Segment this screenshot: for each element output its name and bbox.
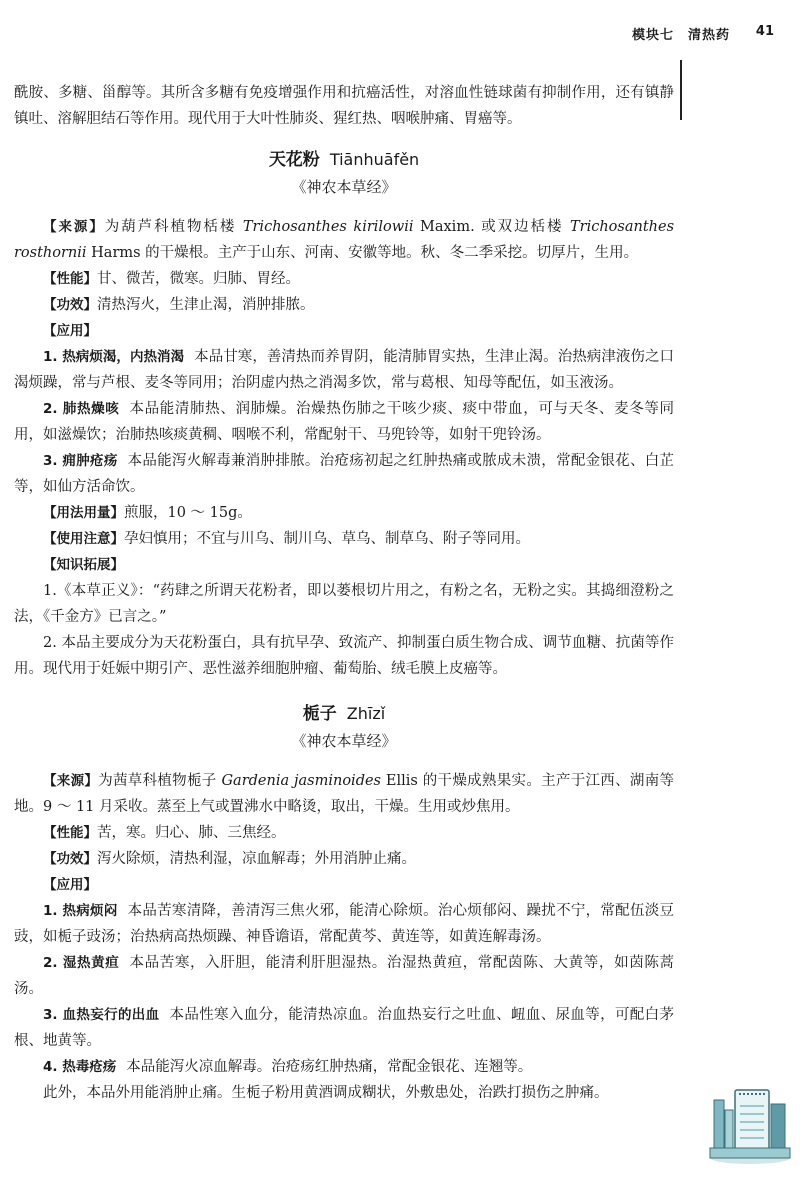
herb-source-book: 《神农本草经》 — [291, 732, 397, 750]
herb-title-zhizi — [14, 700, 674, 728]
text: 泻火除烦，清热利湿，凉血解毒；外用消肿止痛。 — [97, 851, 416, 867]
text: 清热泻火，生津止渴，消肿排脓。 — [97, 297, 315, 313]
page-header — [0, 0, 800, 56]
section-yongfa — [14, 500, 674, 526]
text: 本品性寒入血分，能清热凉血。治血热妄行之吐血、衄血、尿血等，可配白茅根、地黄等。 — [14, 1007, 674, 1049]
page-content — [14, 80, 674, 1106]
herb-name: 天花粉 — [268, 150, 320, 170]
application-title: 4. 热毒疮疡 — [43, 1059, 117, 1075]
text: 本品能泻火凉血解毒。治疮疡红肿热痛，常配金银花、连翘等。 — [126, 1059, 533, 1075]
application-title: 2. 肺热燥咳 — [43, 401, 120, 417]
application-title: 3. 痈肿疮疡 — [43, 453, 118, 469]
text: 煎服，10 ～ 15g。 — [124, 505, 252, 521]
tag-yongfa: 【用法用量】 — [43, 505, 124, 521]
knowledge-item: 1.《本草正义》：“药肆之所谓天花粉者，即以蒌根切片用之，有粉之名，无粉之实。其捣细澄粉之法，《千金方》已言之。” — [14, 583, 674, 625]
section-yingyong — [14, 318, 674, 344]
application-item — [14, 1054, 674, 1080]
text: Maxim. 或双边栝楼 — [413, 219, 570, 235]
tag-xingneng: 【性能】 — [43, 271, 97, 287]
text: 本品苦寒，入肝胆，能清利肝胆湿热。治湿热黄疸，常配茵陈、大黄等，如茵陈蒿汤。 — [14, 955, 674, 997]
section-gongxiao — [14, 846, 674, 872]
text: 本品能清肺热、润肺燥。治燥热伤肺之干咳少痰、痰中带血，可与天冬、麦冬等同用，如滋燥饮；治肺热咳痰黄稠、咽喉不利，常配射干、马兜铃等，如射干兜铃汤。 — [14, 401, 674, 443]
section-laiyuan — [14, 768, 674, 820]
application-item — [14, 396, 674, 448]
application-title: 1. 热病烦渴，内热消渴 — [43, 349, 185, 365]
herb-pinyin: Tiānhuāfěn — [329, 150, 420, 169]
application-item — [14, 950, 674, 1002]
books-icon — [708, 1082, 792, 1166]
margin-rule — [680, 60, 682, 120]
application-title: 3. 血热妄行的出血 — [43, 1007, 160, 1023]
text: 甘、微苦，微寒。归肺、胃经。 — [97, 271, 300, 287]
herb-title-tianhuafen — [14, 146, 674, 174]
tag-gongxiao: 【功效】 — [43, 297, 97, 313]
application-title: 2. 湿热黄疸 — [43, 955, 120, 971]
application-item — [14, 898, 674, 950]
tag-laiyuan: 【来源】 — [43, 773, 99, 789]
tag-yingyong: 【应用】 — [43, 877, 97, 893]
section-laiyuan — [14, 214, 674, 266]
tag-xingneng: 【性能】 — [43, 825, 97, 841]
tag-laiyuan: 【来源】 — [43, 219, 105, 235]
knowledge-item: 2. 本品主要成分为天花粉蛋白，具有抗早孕、致流产、抑制蛋白质生物合成、调节血糖、抗菌等作用。现代用于妊娠中期引产、恶性滋养细胞肿瘤、葡萄胎、绒毛膜上皮癌等。 — [14, 635, 674, 677]
section-xingneng — [14, 820, 674, 846]
page-number: 41 — [755, 24, 774, 39]
application-item — [14, 448, 674, 500]
tag-zhuyi: 【使用注意】 — [43, 531, 124, 547]
application-item — [14, 344, 674, 396]
text: Ellis 的干燥成熟果实。主产于江西、湖南等地。9 ～ 11 月采收。蒸至上气或置沸水中略烫，取出，干燥。生用或炒焦用。 — [14, 773, 674, 815]
text: 为茜草科植物栀子 — [98, 773, 222, 789]
intro-paragraph: 酰胺、多糖、甾醇等。其所含多糖有免疫增强作用和抗癌活性，对溶血性链球菌有抑制作用，还有镇静镇吐、溶解胆结石等作用。现代用于大叶性肺炎、猩红热、咽喉肿痛、胃癌等。 — [14, 85, 674, 127]
latin-name: Trichosanthes kirilowii — [242, 219, 414, 235]
extra-paragraph: 此外，本品外用能消肿止痛。生栀子粉用黄酒调成糊状，外敷患处，治跌打损伤之肿痛。 — [43, 1085, 609, 1101]
section-gongxiao — [14, 292, 674, 318]
section-zhuyi — [14, 526, 674, 552]
latin-name: Trichosanthes rosthornii — [14, 219, 675, 261]
text: 本品甘寒，善清热而养胃阴，能清肺胃实热，生津止渴。治热病津液伤之口渴烦躁，常与芦根、麦冬等同用；治阴虚内热之消渴多饮，常与葛根、知母等配伍，如玉液汤。 — [14, 349, 674, 391]
text: 本品苦寒清降，善清泻三焦火邪，能清心除烦。治心烦郁闷、躁扰不宁，常配伍淡豆豉，如栀子豉汤；治热病高热烦躁、神昏谵语，常配黄芩、黄连等，如黄连解毒汤。 — [14, 903, 674, 945]
herb-source-book: 《神农本草经》 — [291, 178, 397, 196]
application-item — [14, 1002, 674, 1054]
tag-gongxiao: 【功效】 — [43, 851, 97, 867]
application-title: 1. 热病烦闷 — [43, 903, 118, 919]
text: 孕妇慎用；不宜与川乌、制川乌、草乌、制草乌、附子等同用。 — [124, 531, 530, 547]
section-zhishi — [14, 552, 674, 578]
tag-zhishi: 【知识拓展】 — [43, 557, 124, 573]
module-title: 模块七 清热药 — [631, 28, 730, 43]
text: 本品能泻火解毒兼消肿排脓。治疮疡初起之红肿热痛或脓成未溃，常配金银花、白芷等，如仙方活命饮。 — [14, 453, 674, 495]
herb-pinyin: Zhīzǐ — [346, 704, 386, 723]
text: 苦，寒。归心、肺、三焦经。 — [97, 825, 286, 841]
section-yingyong — [14, 872, 674, 898]
latin-name: Gardenia jasminoides — [221, 773, 381, 789]
herb-name: 栀子 — [302, 704, 337, 724]
tag-yingyong: 【应用】 — [43, 323, 97, 339]
text: 为葫芦科植物栝楼 — [104, 219, 243, 235]
text: Harms 的干燥根。主产于山东、河南、安徽等地。秋、冬二季采挖。切厚片，生用。 — [86, 245, 639, 261]
section-xingneng — [14, 266, 674, 292]
